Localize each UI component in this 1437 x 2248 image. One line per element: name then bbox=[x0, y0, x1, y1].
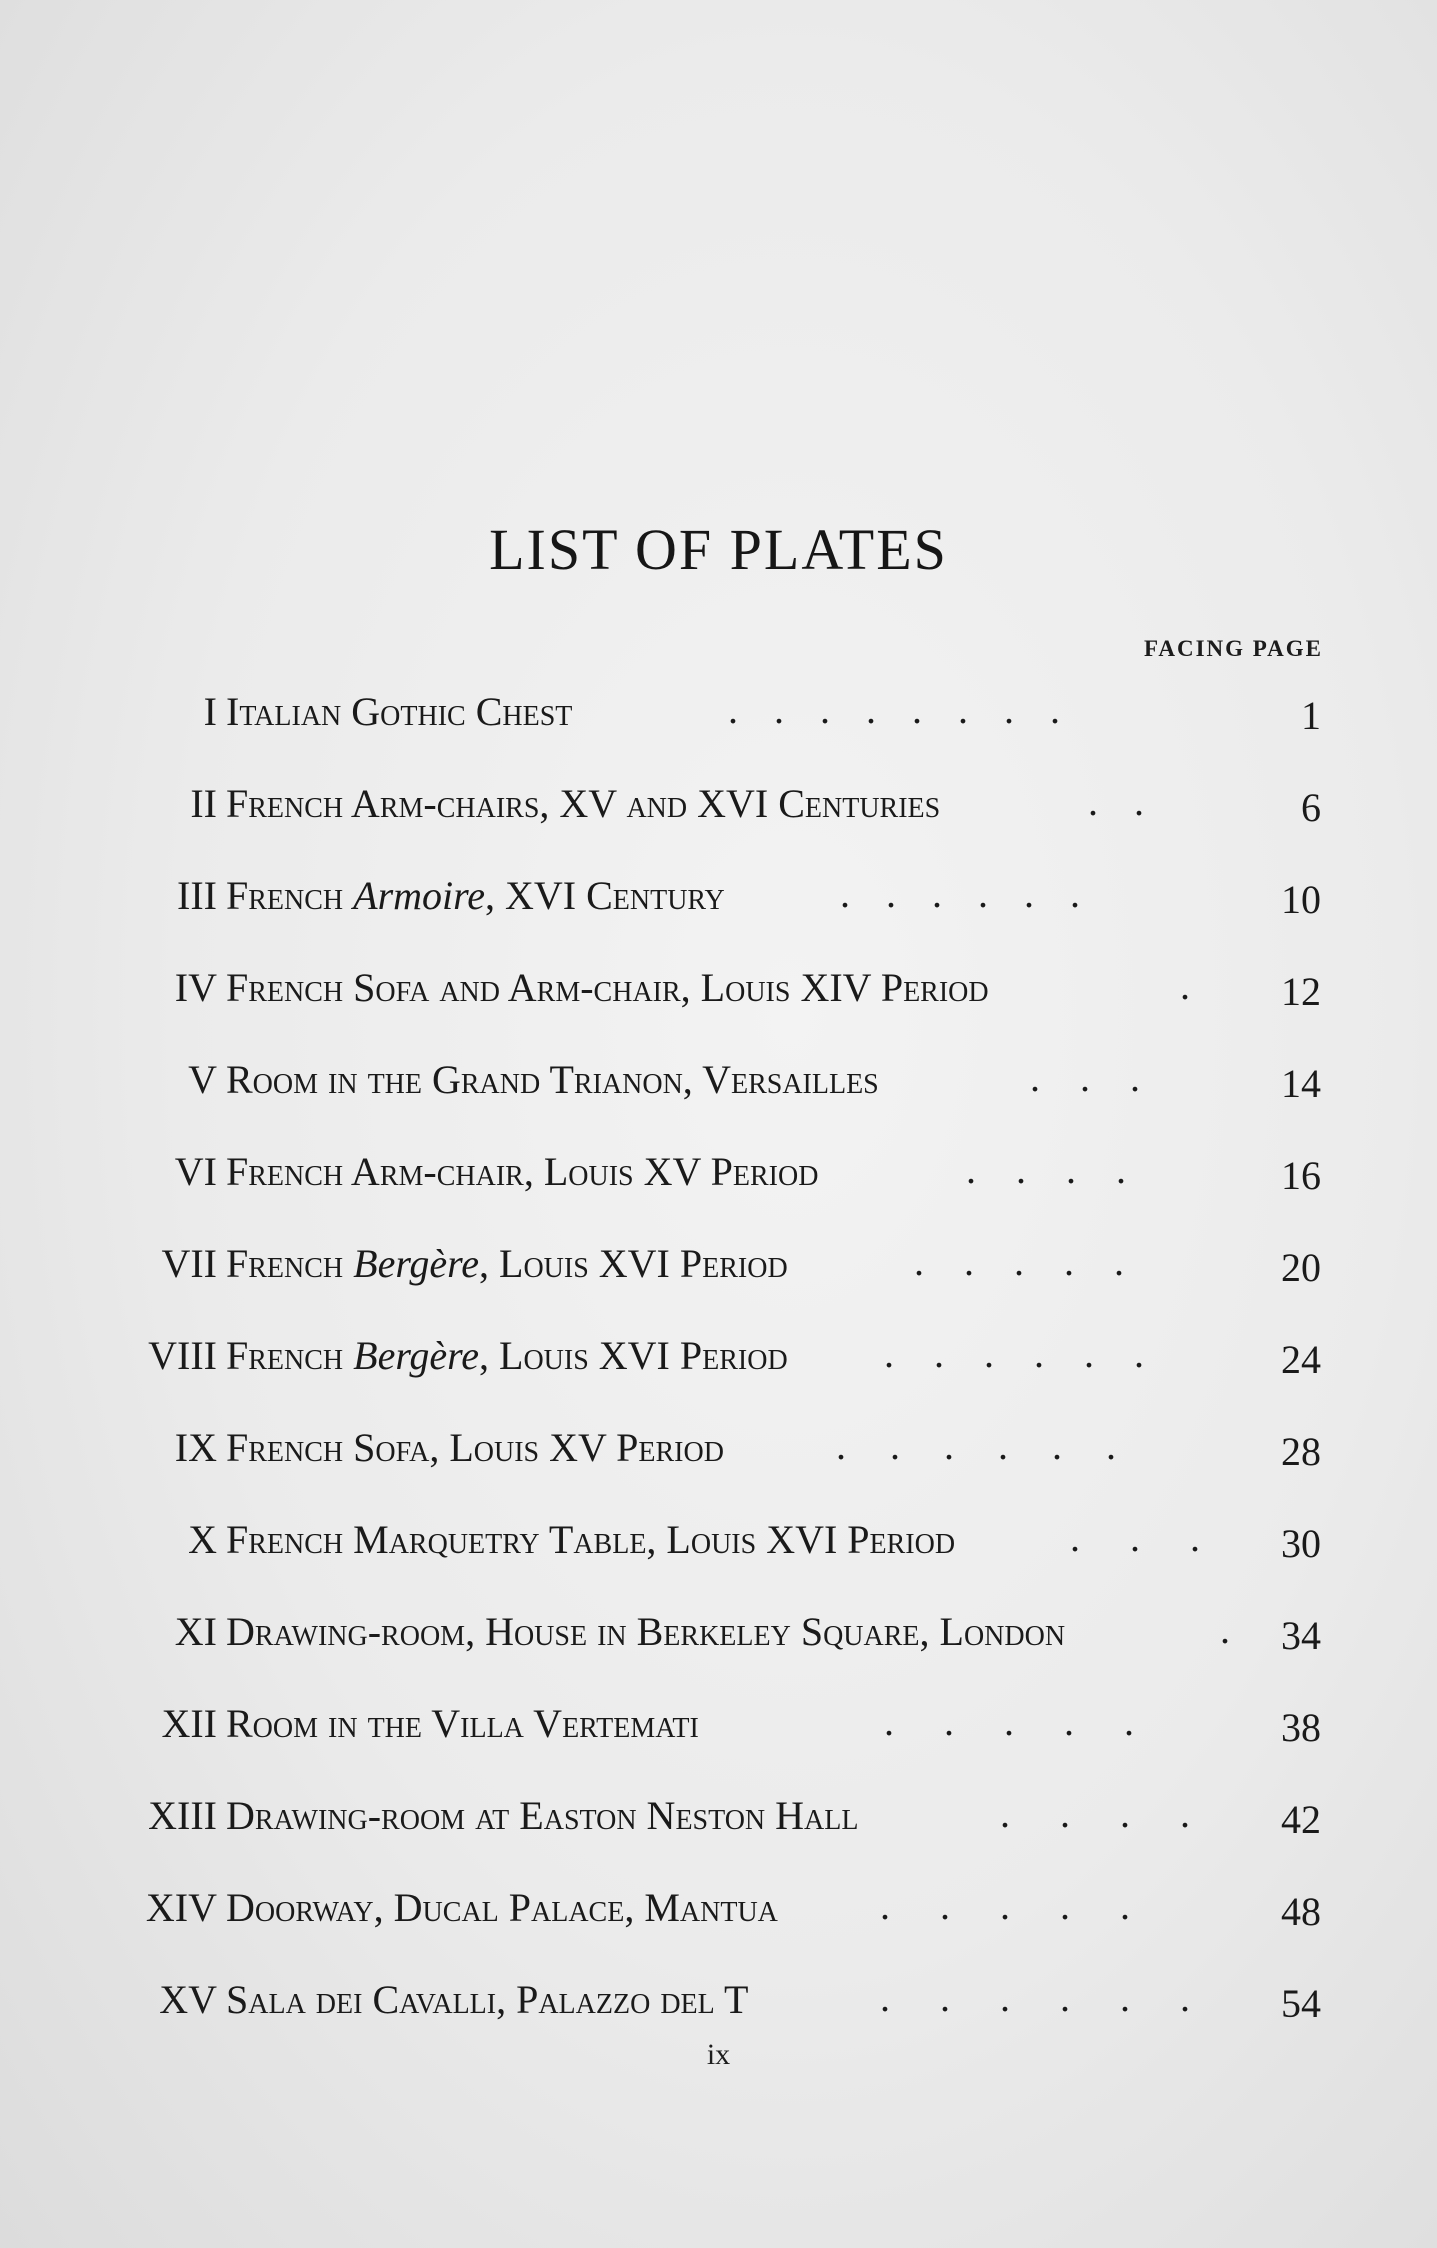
plate-title: French Arm-chair, Louis XV Period bbox=[226, 1149, 819, 1194]
leader-dots: . . bbox=[1088, 779, 1144, 824]
plate-entry bbox=[0, 764, 1437, 856]
leader-dots: . bbox=[1220, 1607, 1230, 1652]
plate-title: French Bergère, Louis XVI Period bbox=[226, 1241, 788, 1286]
plate-number: I bbox=[203, 689, 217, 734]
plate-entry bbox=[0, 672, 1437, 764]
plate-title: French Bergère, Louis XVI Period bbox=[226, 1333, 788, 1378]
plate-title: Room in the Villa Vertemati bbox=[226, 1701, 699, 1746]
plate-entry bbox=[0, 1868, 1437, 1960]
leader-dots: . . . . . . bbox=[880, 1975, 1190, 2020]
leader-dots: . . . . . bbox=[914, 1239, 1124, 1284]
plate-page-number: 6 bbox=[1301, 785, 1321, 830]
foreign-term: Bergère bbox=[353, 1333, 480, 1378]
plate-number: III bbox=[177, 873, 217, 918]
plate-entry bbox=[0, 1316, 1437, 1408]
plate-number: II bbox=[190, 781, 217, 826]
leader-dots: . . . . . bbox=[884, 1699, 1134, 1744]
plate-number: IV bbox=[174, 965, 217, 1010]
plate-number: XIV bbox=[145, 1885, 217, 1930]
plate-entry bbox=[0, 1592, 1437, 1684]
plate-list bbox=[0, 672, 1437, 2052]
plate-number: VIII bbox=[148, 1333, 217, 1378]
plate-page-number: 1 bbox=[1301, 693, 1321, 738]
plate-entry bbox=[0, 1408, 1437, 1500]
page-folio: ix bbox=[706, 2038, 731, 2071]
leader-dots: . . . . . . bbox=[836, 1423, 1116, 1468]
plate-page-number: 28 bbox=[1281, 1429, 1321, 1474]
plate-title: French Sofa, Louis XV Period bbox=[226, 1425, 724, 1470]
plate-page-number: 20 bbox=[1281, 1245, 1321, 1290]
foreign-term: Armoire bbox=[353, 873, 485, 918]
plate-page-number: 48 bbox=[1281, 1889, 1321, 1934]
plate-entry bbox=[0, 1132, 1437, 1224]
plate-number: XII bbox=[161, 1701, 217, 1746]
plate-entry bbox=[0, 1776, 1437, 1868]
plate-page-number: 38 bbox=[1281, 1705, 1321, 1750]
facing-page-header: FACING PAGE bbox=[1144, 636, 1323, 661]
leader-dots: . . . . . bbox=[880, 1883, 1130, 1928]
plate-number: XI bbox=[174, 1609, 217, 1654]
plate-number: X bbox=[188, 1517, 217, 1562]
plate-page-number: 24 bbox=[1281, 1337, 1321, 1382]
leader-dots: . . . bbox=[1030, 1055, 1140, 1100]
plate-page-number: 12 bbox=[1281, 969, 1321, 1014]
plate-page-number: 30 bbox=[1281, 1521, 1321, 1566]
leader-dots: . . . . . . bbox=[840, 871, 1080, 916]
plate-page-number: 14 bbox=[1281, 1061, 1321, 1106]
plate-title: Doorway, Ducal Palace, Mantua bbox=[226, 1885, 778, 1930]
plate-page-number: 54 bbox=[1281, 1981, 1321, 2026]
plate-page-number: 34 bbox=[1281, 1613, 1321, 1658]
page-title: LIST OF PLATES bbox=[489, 517, 948, 582]
leader-dots: . bbox=[1180, 963, 1190, 1008]
plate-number: XIII bbox=[148, 1793, 217, 1838]
plate-entry bbox=[0, 856, 1437, 948]
plate-title: Room in the Grand Trianon, Versailles bbox=[226, 1057, 879, 1102]
plate-title: Drawing-room, House in Berkeley Square, London bbox=[226, 1609, 1066, 1654]
plate-entry bbox=[0, 1224, 1437, 1316]
foreign-term: Bergère bbox=[353, 1241, 480, 1286]
plate-page-number: 16 bbox=[1281, 1153, 1321, 1198]
plate-entry bbox=[0, 1684, 1437, 1776]
plate-number: VII bbox=[161, 1241, 217, 1286]
plate-number: VI bbox=[174, 1149, 217, 1194]
leader-dots: . . . . . . bbox=[884, 1331, 1144, 1376]
plate-title: Sala dei Cavalli, Palazzo del T bbox=[226, 1977, 749, 2022]
leader-dots: . . . . . . . . bbox=[728, 687, 1060, 732]
plate-page-number: 42 bbox=[1281, 1797, 1321, 1842]
plate-page-number: 10 bbox=[1281, 877, 1321, 922]
plate-number: XV bbox=[159, 1977, 217, 2022]
plate-title: Drawing-room at Easton Neston Hall bbox=[226, 1793, 859, 1838]
plate-entry bbox=[0, 948, 1437, 1040]
leader-dots: . . . . bbox=[1000, 1791, 1190, 1836]
plate-entry bbox=[0, 1500, 1437, 1592]
leader-dots: . . . bbox=[1070, 1515, 1200, 1560]
plate-title: French Arm-chairs, XV and XVI Centuries bbox=[226, 781, 941, 826]
plate-entry bbox=[0, 1040, 1437, 1132]
plate-title: French Marquetry Table, Louis XVI Period bbox=[226, 1517, 956, 1562]
plate-number: V bbox=[188, 1057, 217, 1102]
plate-title: Italian Gothic Chest bbox=[226, 689, 573, 734]
plate-title: French Sofa and Arm-chair, Louis XIV Period bbox=[226, 965, 989, 1010]
leader-dots: . . . . bbox=[966, 1147, 1126, 1192]
plate-number: IX bbox=[174, 1425, 217, 1470]
plate-title: French Armoire, XVI Century bbox=[226, 873, 725, 918]
